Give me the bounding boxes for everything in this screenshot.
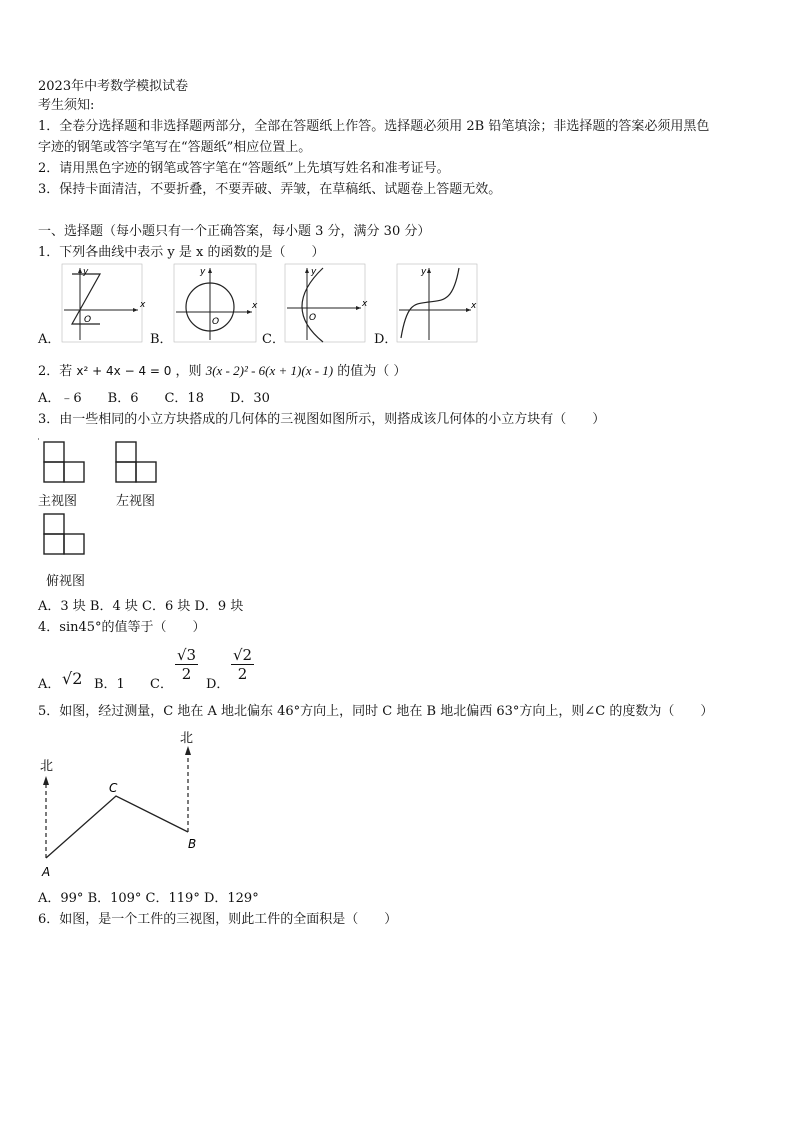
q5-north-a: 北 [40,759,54,774]
q2-prefix: 2．若 [38,364,73,379]
q1b-origin-label: O [212,317,220,327]
q4-opt-c-num: √3 [177,646,197,664]
q4-opt-c-den: 2 [181,665,192,683]
q1a-y-label: y [83,267,89,277]
notice-1: 1．全卷分选择题和非选择题两部分，全部在答题纸上作答。选择题必须用 2B 铅笔填涂；非选择题的答案必须用黑色 [38,119,710,134]
q3-stem: 3．由一些相同的小立方块搭成的几何体的三视图如图所示，则搭成该几何体的小立方块有（ ） [38,412,606,427]
q4-opt-c-frac [175,646,198,683]
q4-stem: 4．sin45°的值等于（ ） [38,620,206,635]
q2-options: A．﹣6 B．6 C．18 D．30 [38,391,270,406]
q5-stem: 5．如图，经过测量，C 地在 A 地北偏东 46°方向上，同时 C 地在 B 地北偏西 63°方向上，则∠C 的度数为（ ） [38,704,714,719]
q5-options: A．99° B．109° C．119° D．129° [38,891,259,906]
q3-front-label: 主视图 [38,494,78,509]
q5-point-c: C [109,781,118,795]
q1-graph-c [283,262,371,344]
q4-opt-d-den: 2 [237,665,248,683]
exam-title: 2023年中考数学模拟试卷 [38,79,189,94]
q1-stem: 1．下列各曲线中表示 y 是 x 的函数的是（ ） [38,245,325,260]
q2-stem [38,362,406,381]
q4-opt-a-val: √2 [62,669,83,688]
q1b-y-label: y [200,267,206,277]
q5-figure [34,728,214,880]
q4-opt-c: C． [150,677,173,692]
q1a-origin-label: O [84,315,92,325]
q1-graph-d [395,262,483,344]
q3-left-view [116,442,156,482]
q3-top-label: 俯视图 [46,574,86,589]
q4-opt-a: A． [38,677,61,692]
q5-north-b: 北 [180,731,194,746]
notice-1-cont: 字迹的钢笔或答字笔写在“答题纸”相应位置上。 [38,140,312,155]
q1-option-c: C． [262,332,285,347]
q4-opt-d-frac [231,646,254,683]
q5-point-b: B [188,837,197,851]
notice-2: 2．请用黑色字迹的钢笔或答字笔在“答题纸”上先填写姓名和准考证号。 [38,161,450,176]
q1b-x-label: x [252,301,258,311]
q4-opt-b: B．1 [94,677,125,692]
q2-suffix: 的值为（ ） [337,364,407,379]
q1c-x-label: x [362,299,368,309]
q5-point-a: A [42,865,51,879]
q1a-x-label: x [140,300,146,310]
q2-expression: 3(x - 2)² - 6(x + 1)(x - 1) [205,363,334,378]
notice-3: 3．保持卡面清洁，不要折叠，不要弄破、弄皱，在草稿纸、试题卷上答题无效。 [38,182,502,197]
q6-stem: 6．如图，是一个工件的三视图，则此工件的全面积是（ ） [38,912,398,927]
q4-opt-d-num: √2 [233,646,253,664]
q4-opt-d: D． [206,677,230,692]
q1c-origin-label: O [309,313,317,323]
q3-front-view [38,438,84,482]
notice-title: 考生须知: [38,98,95,113]
q1-option-d: D． [374,332,398,347]
q1d-y-label: y [421,267,427,277]
q1-graph-b [170,262,260,344]
q1-option-b: B． [150,332,173,347]
q1-graph-a [58,262,148,344]
q3-top-view [44,514,84,554]
q1d-x-label: x [471,301,477,311]
q3-left-label: 左视图 [116,494,156,509]
section-title: 一、选择题（每小题只有一个正确答案，每小题 3 分，满分 30 分） [38,224,431,239]
q1c-y-label: y [311,267,317,277]
q1-option-a: A． [38,332,61,347]
q3-options: A．3 块 B．4 块 C．6 块 D．9 块 [38,599,244,614]
q2-middle: ，则 [175,364,202,379]
q2-equation: x² + 4x − 4 = 0 [76,364,172,378]
